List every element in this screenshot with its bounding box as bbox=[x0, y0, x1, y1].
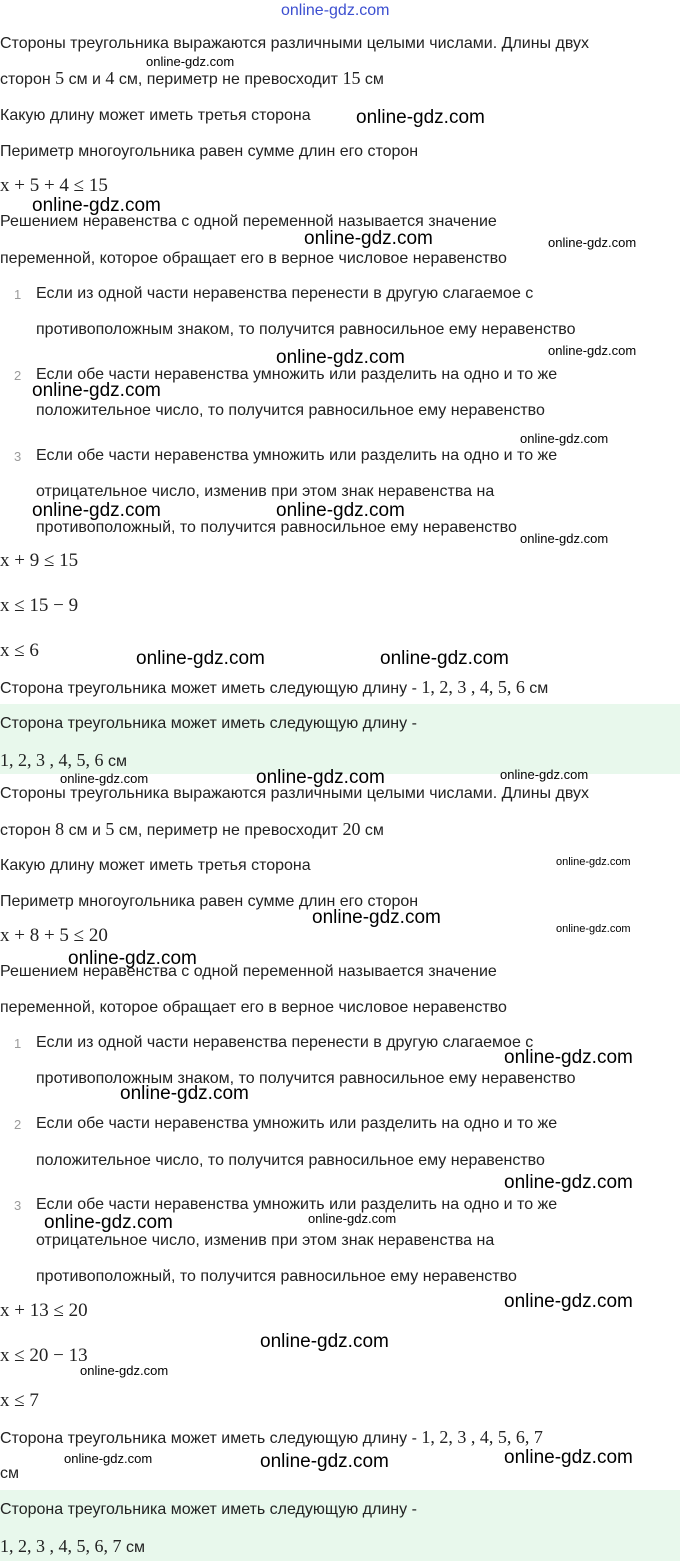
watermark: online-gdz.com bbox=[304, 228, 433, 249]
watermark: online-gdz.com bbox=[500, 767, 589, 782]
watermark: online-gdz.com bbox=[504, 1172, 633, 1193]
p2-property-3-line2: отрицательное число, изменив при этом знак неравенства на bbox=[36, 1232, 495, 1249]
p2-inequality-1: x + 8 + 5 ≤ 20 bbox=[0, 925, 108, 946]
p2-property-3-line3: противоположный, то получится равносильное ему неравенство bbox=[36, 1268, 517, 1285]
p2-definition-line1: Решением неравенства с одной переменной называется значение bbox=[0, 963, 497, 980]
p2-property-number-1: 1 bbox=[14, 1036, 22, 1051]
watermark: online-gdz.com bbox=[260, 1451, 389, 1472]
watermark: online-gdz.com bbox=[504, 1291, 633, 1312]
p1-definition-line1: Решением неравенства с одной переменной называется значение bbox=[0, 213, 497, 230]
p1-property-3-line2: отрицательное число, изменив при этом знак неравенства на bbox=[36, 483, 495, 500]
p1-property-3-line1: Если обе части неравенства умножить или разделить на одно и то же bbox=[36, 447, 558, 464]
p1-property-number-2: 2 bbox=[14, 368, 22, 383]
watermark: online-gdz.com bbox=[380, 648, 509, 669]
p2-property-number-3: 3 bbox=[14, 1198, 22, 1213]
p1-property-3-line3: противоположный, то получится равносильное ему неравенство bbox=[36, 519, 517, 536]
watermark: online-gdz.com bbox=[504, 1047, 633, 1068]
p1-condition-line1: Стороны треугольника выражаются различными целыми числами. Длины двух bbox=[0, 35, 589, 52]
watermark: online-gdz.com bbox=[520, 431, 609, 446]
p1-perimeter-rule: Периметр многоугольника равен сумме длин его сторон bbox=[0, 143, 419, 160]
p1-inequality-1: x + 5 + 4 ≤ 15 bbox=[0, 175, 108, 196]
watermark: online-gdz.com bbox=[64, 1451, 153, 1466]
p2-definition-line2: переменной, которое обращает его в верное числовое неравенство bbox=[0, 999, 507, 1016]
watermark: online-gdz.com bbox=[136, 648, 265, 669]
p2-answer-box bbox=[0, 1490, 680, 1561]
watermark: online-gdz.com bbox=[44, 1212, 173, 1233]
p2-condition-line2: сторон 8 см и 5 см, периметр не превосходит 20 см bbox=[0, 819, 384, 839]
site-header-link[interactable]: online-gdz.com bbox=[281, 2, 390, 19]
watermark: online-gdz.com bbox=[120, 1083, 249, 1104]
p2-question: Какую длину может иметь третья сторона bbox=[0, 857, 311, 874]
watermark: online-gdz.com bbox=[32, 380, 161, 401]
watermark: online-gdz.com bbox=[556, 923, 631, 935]
watermark: online-gdz.com bbox=[256, 767, 385, 788]
watermark: online-gdz.com bbox=[276, 347, 405, 368]
p2-inequality-3: x ≤ 20 − 13 bbox=[0, 1345, 88, 1366]
p1-condition-line2: сторон 5 см и 4 см, периметр не превосходит 15 см bbox=[0, 68, 384, 88]
p2-perimeter-rule: Периметр многоугольника равен сумме длин его сторон bbox=[0, 893, 419, 910]
watermark: online-gdz.com bbox=[548, 235, 637, 250]
p1-inequality-3: x ≤ 15 − 9 bbox=[0, 595, 79, 616]
watermark: online-gdz.com bbox=[556, 856, 631, 868]
p1-property-2-line1: Если обе части неравенства умножить или разделить на одно и то же bbox=[36, 366, 558, 383]
p1-inequality-2: x + 9 ≤ 15 bbox=[0, 550, 79, 571]
watermark: online-gdz.com bbox=[504, 1447, 633, 1468]
watermark: online-gdz.com bbox=[32, 195, 161, 216]
watermark: online-gdz.com bbox=[80, 1363, 169, 1378]
p2-answer-box-values: 1, 2, 3 , 4, 5, 6, 7 см bbox=[0, 1536, 145, 1556]
watermark: online-gdz.com bbox=[356, 107, 485, 128]
p2-inequality-4: x ≤ 7 bbox=[0, 1390, 39, 1411]
p1-answer-box-values: 1, 2, 3 , 4, 5, 6 см bbox=[0, 750, 127, 770]
watermark: online-gdz.com bbox=[68, 948, 197, 969]
p1-property-number-3: 3 bbox=[14, 449, 22, 464]
p2-answer-line: Сторона треугольника может иметь следующую длину - 1, 2, 3 , 4, 5, 6, 7 bbox=[0, 1427, 543, 1447]
p1-answer-box bbox=[0, 704, 680, 774]
p1-property-number-1: 1 bbox=[14, 287, 22, 302]
p1-inequality-4: x ≤ 6 bbox=[0, 640, 39, 661]
p2-property-1-line2: противоположным знаком, то получится равносильное ему неравенство bbox=[36, 1070, 576, 1087]
watermark: online-gdz.com bbox=[312, 907, 441, 928]
p2-property-3-line1: Если обе части неравенства умножить или разделить на одно и то же bbox=[36, 1196, 558, 1213]
watermark: online-gdz.com bbox=[146, 54, 235, 69]
p2-property-2-line1: Если обе части неравенства умножить или разделить на одно и то же bbox=[36, 1115, 558, 1132]
p2-answer-box-label: Сторона треугольника может иметь следующую длину - bbox=[0, 1501, 417, 1518]
p1-answer-box-label: Сторона треугольника может иметь следующую длину - bbox=[0, 715, 417, 732]
watermark: online-gdz.com bbox=[276, 500, 405, 521]
p1-property-1-line1: Если из одной части неравенства перенести в другую слагаемое с bbox=[36, 285, 534, 302]
p2-condition-line1: Стороны треугольника выражаются различными целыми числами. Длины двух bbox=[0, 785, 589, 802]
watermark: online-gdz.com bbox=[548, 343, 637, 358]
watermark: online-gdz.com bbox=[308, 1211, 397, 1226]
watermark: online-gdz.com bbox=[260, 1331, 389, 1352]
watermark: online-gdz.com bbox=[520, 531, 609, 546]
p1-question: Какую длину может иметь третья сторона bbox=[0, 107, 311, 124]
watermark: online-gdz.com bbox=[60, 771, 149, 786]
watermark: online-gdz.com bbox=[32, 500, 161, 521]
p2-inequality-2: x + 13 ≤ 20 bbox=[0, 1300, 88, 1321]
p2-property-1-line1: Если из одной части неравенства перенести в другую слагаемое с bbox=[36, 1034, 534, 1051]
p1-answer-line: Сторона треугольника может иметь следующую длину - 1, 2, 3 , 4, 5, 6 см bbox=[0, 677, 549, 697]
p2-property-number-2: 2 bbox=[14, 1117, 22, 1132]
p2-answer-unit: см bbox=[0, 1465, 19, 1482]
p1-property-2-line2: положительное число, то получится равносильное ему неравенство bbox=[36, 402, 545, 419]
p1-property-1-line2: противоположным знаком, то получится равносильное ему неравенство bbox=[36, 321, 576, 338]
p2-property-2-line2: положительное число, то получится равносильное ему неравенство bbox=[36, 1152, 545, 1169]
p1-definition-line2: переменной, которое обращает его в верное числовое неравенство bbox=[0, 250, 507, 267]
